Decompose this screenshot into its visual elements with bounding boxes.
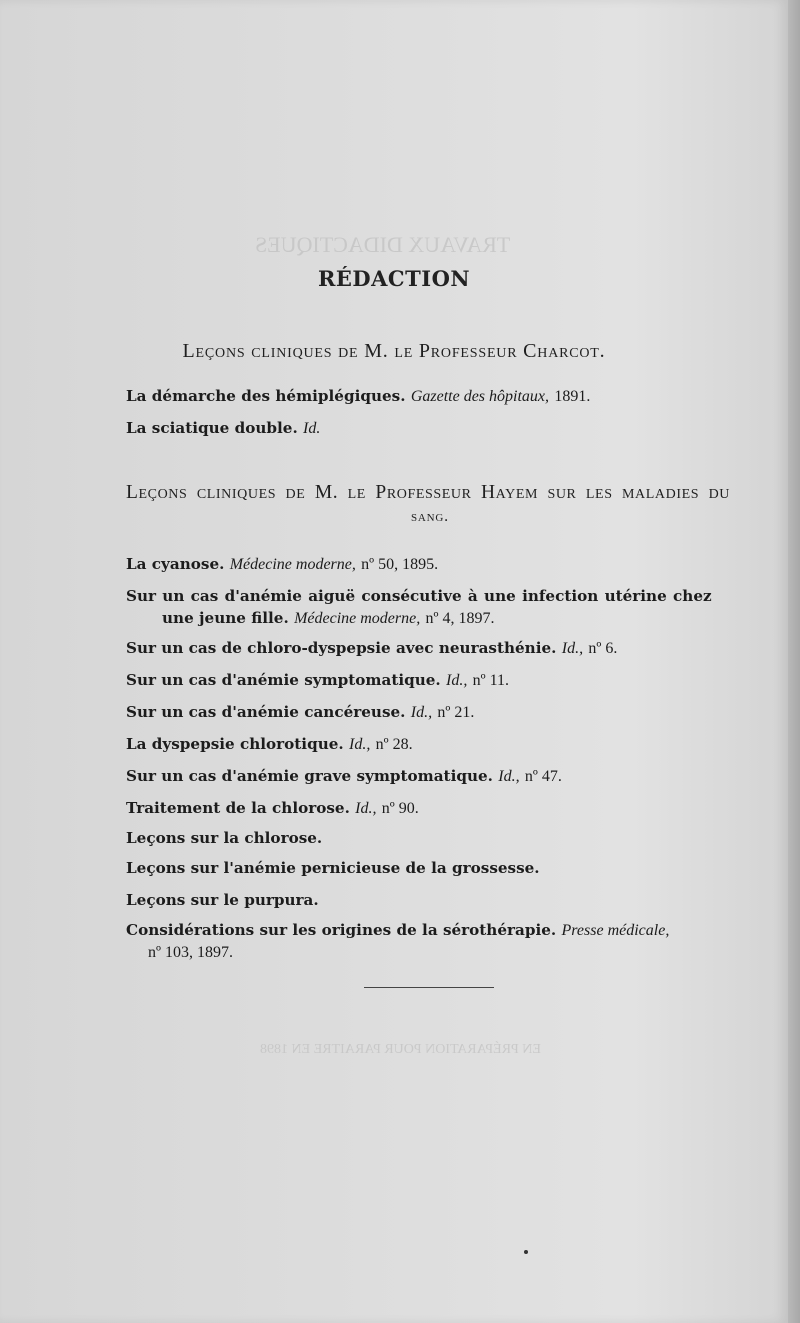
entry-source: Médecine moderne, xyxy=(294,610,421,627)
entry-detail: nº 6. xyxy=(588,640,618,657)
entry-detail: nº 28. xyxy=(375,736,413,753)
entry-title: une jeune fille. xyxy=(162,609,289,627)
entry-detail: nº 47. xyxy=(524,768,562,785)
entry-detail: nº 11. xyxy=(472,672,510,689)
list-item xyxy=(126,797,726,820)
entry-detail: nº 4, 1897. xyxy=(425,610,495,627)
show-through-text: TRAVAUX DIDACTIQUES xyxy=(255,232,511,257)
entry-title: La sciatique double. xyxy=(126,419,298,437)
entry-title: Leçons sur la chlorose. xyxy=(126,829,323,847)
entry-title: La dyspepsie chlorotique. xyxy=(126,735,344,753)
list-item xyxy=(126,889,726,911)
entry-title: La démarche des hémiplégiques. xyxy=(126,387,406,405)
entry-source: Id., xyxy=(561,640,584,657)
list-item xyxy=(126,385,726,408)
entry-source: Id., xyxy=(498,768,520,785)
entry-source: Id., xyxy=(355,800,377,817)
entry-detail: nº 50, 1895. xyxy=(361,556,439,573)
entry-source: Id., xyxy=(349,736,371,753)
entry-title: Sur un cas d'anémie grave symptomatique. xyxy=(126,767,493,785)
list-item xyxy=(126,637,726,660)
list-item xyxy=(126,417,726,440)
entry-title: Sur un cas d'anémie cancéreuse. xyxy=(126,703,406,721)
entry-title: Sur un cas d'anémie aiguë consécutive à une infection utérine chez xyxy=(126,587,712,605)
entry-title: Considérations sur les origines de la sérothérapie. xyxy=(126,921,557,939)
list-item xyxy=(126,857,726,879)
list-item xyxy=(126,765,726,788)
list-item xyxy=(126,701,726,724)
entry-title: La cyanose. xyxy=(126,555,225,573)
closing-rule xyxy=(364,987,494,988)
section-heading-text: Leçons cliniques de M. le Professeur Hayem sur les maladies du xyxy=(126,482,730,503)
entry-detail: nº 103, 1897. xyxy=(148,944,233,961)
list-item xyxy=(126,919,726,942)
show-through-text: EN PRÉPARATION POUR PARAITRE EN 1898 xyxy=(260,1042,541,1057)
list-item xyxy=(126,669,726,692)
entry-detail: nº 90. xyxy=(381,800,419,817)
section-heading-hayem-cont xyxy=(0,508,800,526)
list-item xyxy=(126,827,726,849)
entry-source: Médecine moderne, xyxy=(229,556,356,573)
section-heading-hayem xyxy=(126,482,730,504)
entry-detail: nº 21. xyxy=(437,704,475,721)
speck xyxy=(524,1250,528,1254)
list-item-continuation xyxy=(148,941,748,964)
list-item xyxy=(126,553,726,576)
entry-source: Id., xyxy=(410,704,433,721)
page-edge xyxy=(788,0,800,1323)
entry-title: Leçons sur l'anémie pernicieuse de la grossesse. xyxy=(126,859,540,877)
section-heading-text: sang. xyxy=(411,508,449,525)
entry-source: Id. xyxy=(303,420,321,437)
section-heading-charcot xyxy=(0,340,788,363)
section-heading-text: Leçons cliniques de M. le Professeur Charcot. xyxy=(182,340,606,362)
entry-source: Id., xyxy=(446,672,468,689)
list-item xyxy=(126,733,726,756)
entry-source: Presse médicale, xyxy=(561,922,670,939)
entry-source: Gazette des hôpitaux, xyxy=(410,388,550,405)
page-title: RÉDACTION xyxy=(317,266,471,291)
list-item-continuation xyxy=(140,607,762,630)
list-item xyxy=(126,585,726,607)
entry-title: Leçons sur le purpura. xyxy=(126,891,319,909)
entry-title: Sur un cas d'anémie symptomatique. xyxy=(126,671,441,689)
entry-title: Sur un cas de chloro-dyspepsie avec neurasthénie. xyxy=(126,639,557,657)
entry-title: Traitement de la chlorose. xyxy=(126,799,350,817)
entry-detail: 1891. xyxy=(554,388,591,405)
